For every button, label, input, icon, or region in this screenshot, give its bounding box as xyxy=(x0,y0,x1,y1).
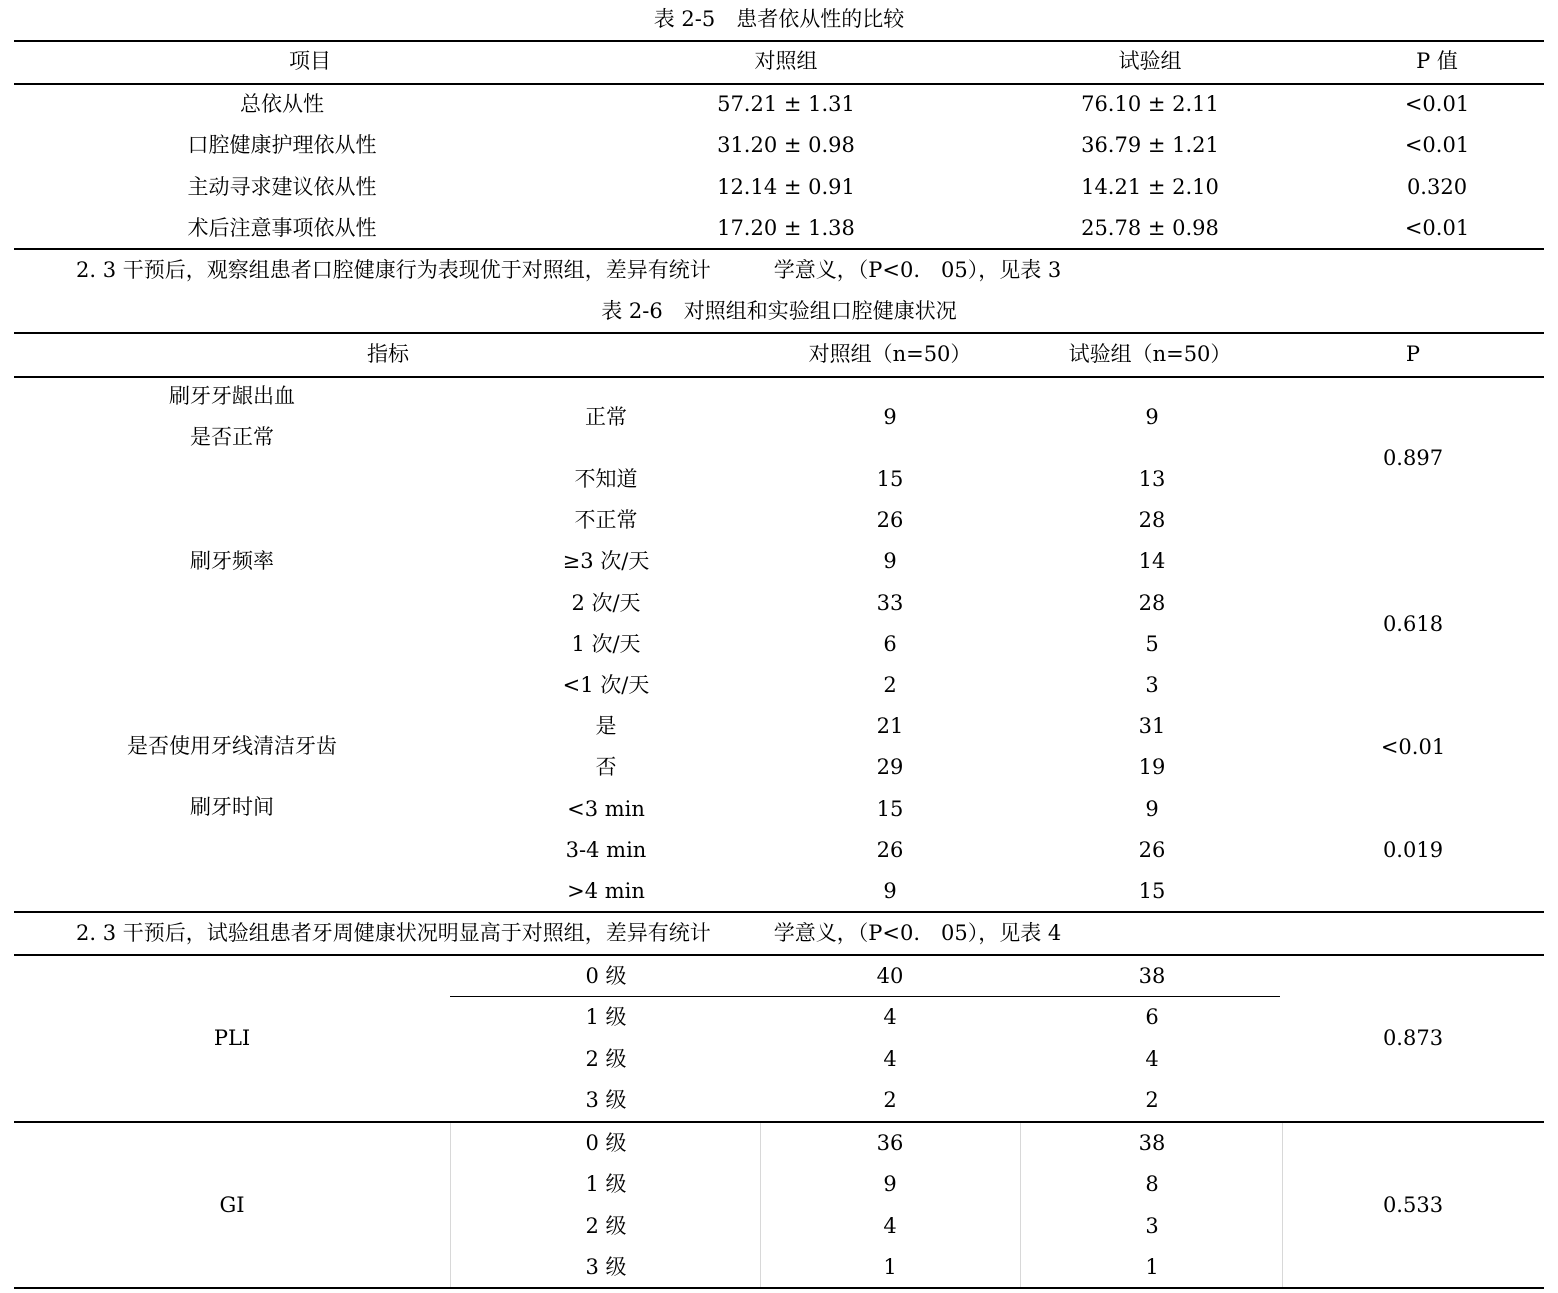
table-6-cell-test: 9 xyxy=(1145,405,1159,429)
table-6-cell-test: 5 xyxy=(1145,632,1159,656)
table-5-cell-control: 17.20 ± 1.38 xyxy=(717,215,855,240)
table-7-grade: 3 级 xyxy=(585,1087,627,1112)
table-6-sub-item: 正常 xyxy=(585,405,627,429)
table-7-col-rule-3 xyxy=(1020,1123,1021,1289)
table-6-cell-control: 26 xyxy=(876,508,904,532)
table-6-p-value: 0.618 xyxy=(1382,612,1444,636)
table-7-col-rule-1 xyxy=(450,1123,451,1289)
table-6-header-indicator: 指标 xyxy=(367,342,409,366)
table-6-sub-item: 不正常 xyxy=(574,508,638,532)
table-6-cell-test: 26 xyxy=(1138,838,1166,862)
table-7-p-value: 0.873 xyxy=(1382,1025,1444,1050)
table-6-cell-control: 15 xyxy=(876,797,904,821)
table-7-cell-control: 1 xyxy=(883,1254,897,1279)
table-6-cell-control: 2 xyxy=(883,673,897,697)
table-6-sub-item: <3 min xyxy=(567,797,645,821)
table-6-sub-item: ≥3 次/天 xyxy=(562,549,650,573)
table-7-cell-test: 6 xyxy=(1145,1005,1159,1030)
table-6-p-value: <0.01 xyxy=(1380,735,1446,759)
table-6-cell-test: 15 xyxy=(1138,879,1166,903)
table-5-header-test: 试验组 xyxy=(1118,49,1182,73)
table-7-grade: 1 级 xyxy=(585,1172,627,1197)
table-7-grade: 0 级 xyxy=(585,964,627,988)
table-7-group-label: PLI xyxy=(213,1025,251,1050)
table-6-sub-item: 3-4 min xyxy=(565,838,647,862)
table-5-bottom-rule xyxy=(14,248,1544,250)
table-6-cell-test: 9 xyxy=(1145,797,1159,821)
table-7-pli-sub-rule xyxy=(450,996,1280,997)
table-6-cell-control: 21 xyxy=(876,714,904,738)
table-6-cell-test: 31 xyxy=(1138,714,1166,738)
table-6-indicator-label: 刷牙频率 xyxy=(190,549,274,573)
table-7-cell-test: 2 xyxy=(1145,1087,1159,1112)
table-6-header-rule xyxy=(14,376,1544,378)
table-6-p-value: 0.019 xyxy=(1382,838,1444,862)
table-7-cell-control: 4 xyxy=(883,1046,897,1071)
table-7-p-value: 0.533 xyxy=(1382,1192,1444,1217)
table-5-cell-p: 0.320 xyxy=(1406,174,1468,199)
table-6-sub-item: <1 次/天 xyxy=(562,673,650,697)
table-6-header-control: 对照组（n=50） xyxy=(808,342,972,366)
table-5-cell-item: 术后注意事项依从性 xyxy=(187,215,377,240)
table-7-grade: 0 级 xyxy=(585,1131,627,1155)
table-5-cell-p: <0.01 xyxy=(1404,133,1470,158)
table-6-sub-item: 是 xyxy=(595,714,617,738)
table-6-cell-test: 28 xyxy=(1138,591,1166,615)
table-7-cell-test: 8 xyxy=(1145,1172,1159,1197)
table-5-cell-item: 主动寻求建议依从性 xyxy=(187,174,377,199)
table-5-cell-control: 57.21 ± 1.31 xyxy=(717,92,855,116)
table-7-col-rule-2 xyxy=(760,1123,761,1289)
table-6-indicator-label: 刷牙牙龈出血 xyxy=(169,384,295,408)
table-6-sub-item: 否 xyxy=(595,755,617,779)
paragraph-behavior: 2. 3 干预后，观察组患者口腔健康行为表现优于对照组，差异有统计 学意义，（P<0. 05），见表 3 xyxy=(76,258,1062,282)
table-7-cell-control: 36 xyxy=(876,1131,904,1155)
table-6-sub-item: 1 次/天 xyxy=(571,632,641,656)
table-6-cell-control: 29 xyxy=(876,755,904,779)
table-5-cell-control: 12.14 ± 0.91 xyxy=(717,174,855,199)
table-5-caption: 表 2-5 患者依从性的比较 xyxy=(653,7,905,31)
table-5-cell-test: 14.21 ± 2.10 xyxy=(1081,174,1219,199)
table-6-cell-control: 33 xyxy=(876,591,904,615)
table-7-cell-control: 2 xyxy=(883,1087,897,1112)
table-5-header-control: 对照组 xyxy=(754,49,818,73)
table-5-cell-item: 总依从性 xyxy=(240,92,324,116)
table-6-cell-control: 9 xyxy=(883,549,897,573)
table-6-header-test: 试验组（n=50） xyxy=(1068,342,1232,366)
table-6-cell-test: 14 xyxy=(1138,549,1166,573)
table-6-bottom-rule xyxy=(14,911,1544,913)
table-5-cell-p: <0.01 xyxy=(1404,92,1470,116)
table-6-p-value: 0.897 xyxy=(1382,446,1444,470)
table-7-cell-test: 38 xyxy=(1138,1131,1166,1155)
table-6-header-p: P xyxy=(1405,342,1421,366)
table-6-cell-test: 19 xyxy=(1138,755,1166,779)
table-6-cell-control: 6 xyxy=(883,632,897,656)
table-6-cell-control: 15 xyxy=(876,467,904,491)
table-6-top-rule xyxy=(14,332,1544,334)
table-6-sub-item: 2 次/天 xyxy=(571,591,641,615)
table-6-cell-control: 9 xyxy=(883,879,897,903)
table-6-cell-test: 28 xyxy=(1138,508,1166,532)
table-7-grade: 3 级 xyxy=(585,1254,627,1279)
table-7-cell-test: 38 xyxy=(1138,964,1166,988)
table-6-sub-item: 不知道 xyxy=(574,467,638,491)
table-5-cell-test: 25.78 ± 0.98 xyxy=(1081,215,1219,240)
table-6-cell-control: 9 xyxy=(883,405,897,429)
table-7-group-label: GI xyxy=(219,1192,245,1217)
table-7-col-rule-4 xyxy=(1282,1123,1283,1289)
table-7-grade: 2 级 xyxy=(585,1046,627,1071)
table-7-grade: 1 级 xyxy=(585,1005,627,1030)
table-7-cell-test: 3 xyxy=(1145,1213,1159,1238)
table-5-header-p: P 值 xyxy=(1416,49,1458,73)
table-6-cell-test: 13 xyxy=(1138,467,1166,491)
table-7-cell-test: 4 xyxy=(1145,1046,1159,1071)
table-7-bottom-rule xyxy=(14,1287,1544,1289)
table-6-cell-control: 26 xyxy=(876,838,904,862)
table-7-cell-control: 4 xyxy=(883,1005,897,1030)
table-6-sub-item: >4 min xyxy=(567,879,645,903)
table-5-cell-control: 31.20 ± 0.98 xyxy=(717,133,855,158)
table-7-mid-rule xyxy=(14,1121,1544,1123)
paragraph-periodontal: 2. 3 干预后，试验组患者牙周健康状况明显高于对照组，差异有统计 学意义，（P<0. 05），见表 4 xyxy=(76,921,1062,945)
table-5-header-rule xyxy=(14,83,1544,85)
table-6-indicator-label: 是否使用牙线清洁牙齿 xyxy=(127,734,337,758)
table-5-cell-item: 口腔健康护理依从性 xyxy=(187,133,377,158)
table-5-cell-p: <0.01 xyxy=(1404,215,1470,240)
table-5-cell-test: 76.10 ± 2.11 xyxy=(1081,92,1219,116)
table-6-cell-test: 3 xyxy=(1145,673,1159,697)
table-7-grade: 2 级 xyxy=(585,1213,627,1238)
table-5-top-rule xyxy=(14,40,1544,42)
table-7-cell-control: 4 xyxy=(883,1213,897,1238)
table-7-top-rule xyxy=(14,954,1544,956)
table-7-cell-control: 40 xyxy=(876,964,904,988)
table-6-indicator-label: 刷牙时间 xyxy=(190,795,274,819)
table-5-header-item: 项目 xyxy=(289,49,331,73)
table-5-cell-test: 36.79 ± 1.21 xyxy=(1081,133,1219,158)
table-7-cell-control: 9 xyxy=(883,1172,897,1197)
table-7-cell-test: 1 xyxy=(1145,1254,1159,1279)
table-6-indicator-label: 是否正常 xyxy=(190,425,274,449)
table-6-caption: 表 2-6 对照组和实验组口腔健康状况 xyxy=(601,299,957,323)
